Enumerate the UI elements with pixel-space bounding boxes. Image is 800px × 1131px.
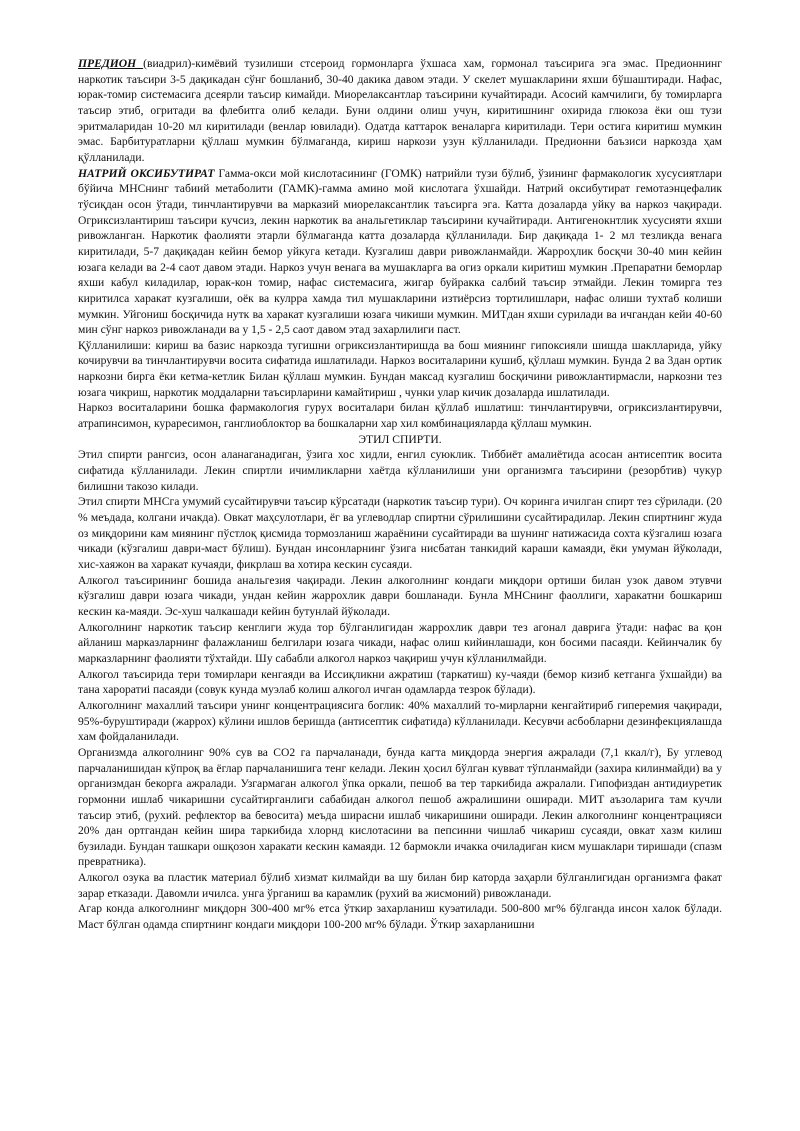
paragraph-alcohol-metabolism: Организмда алкоголнинг 90% сув ва СО2 га парчаланади, бунда кагта миқдорда энергия ажралади (7,1 ккал/г), Бу углевод парчаланишидан кўпроқ ва ёглар парчаланишига тенг келади. Лекин ҳосил бўлган кувват тўпланмайди (захира килинмайди) ва у организмдан бекорга ажралади. Узгармаган алкогол ўпка оркали, пешоб ва тер таркибида ажралали. Гипофиздан антидиуретик гормонни ишлаб чикаришни сусайтирганлиги сабабидан алкогол пешоб ажралишини оширади. МИТ аъзоларига там кучли таъсир этиб, (рухий. рефлектор ва бевосита) меъда ширасни ишлаб чикаришини оширади. Лекин алкоголнинг концентрацияси 20% дан ортгандан кейин шира таркибида хлорнд кислотасини ва пепсинни чишлаб чикариш сусаяди, овкат хазм килиш бузилади. Бундан ташкари ошқозон харакати кескин камаяди. 12 бармокли ичакка очиладиган кисм мушаклари тиришади (спазм превратника). (78, 745, 722, 869)
paragraph-alcohol-analgesia: Алкогол таъсирининг бошида анальгезия чақиради. Лекин алкоголнинг кондаги миқдори ортиши билан узок давом этувчи кўзгалиш даври юзага чикади, ундан кейин жаррохлик даври бошланади. Бунла МНСнинг фаоллиги, харакатни бошкариш кескин ка-маяди. Эс-хуш чалкашади кейин бутунлай йўколади. (78, 573, 722, 618)
paragraph-alcohol-harm: Алкогол озука ва пластик материал бўлиб хизмат килмайди ва шу билан бир каторда заҳарли бўлганлигидан организмга факат зарар етказади. Давомли ичилса. унга ўрганиш ва карамлик (рухий ва жисмоний) ривожланади. (78, 871, 722, 900)
paragraph-alcohol-poisoning: Агар конда алкоголнинг миқдорн 300-400 мг% етса ўткир захарланиш куэатилади. 500-800 мг% бўлганда инсон халок бўлади. Маст бўлган одамда спиртнинг кондаги миқдори 100-200 мг% бўлади. Ўткир захарланишни (78, 902, 722, 932)
paragraph-combinations: Наркоз воситаларини бошка фармакология гурух воситалари билан қўллаб ишлатиш: тинчлантирувчи, огриксизлантирувчи, атрапинсимон, кураресимон, ганглиоблоктор ва бошкаларни хар хил комбинацияларда қўллаш мумкин. (78, 401, 722, 431)
paragraph-ethyl-cns: Этил спирти МНСга умумий сусайтирувчи таъсир кўрсатади (наркотик таъсир тури). Оч коринга ичилган спирт тез сўрилади. (20 % меъдада, колгани ичакда). Овкат маҳсулотлари, ёг ва углеводлар спиртни сўрилишини сусайтирадилар. Лекин спиртнинг жуда оз миқдорини кам миянинг пўстлоқ қисмида тормозланиш жараёнини сусайтиради ва шунинг натижасида сохта кўзгалиш юзага чикади (кўзгалиш даври-маст бўлиш). Бундан инсонларнинг ўзига нисбатан танкидий караши камаяди, ёки умуман йўколади, хис-хаяжон ва харакат кучаяди, фикрлаш ва хотира кескин сусаяди. (78, 495, 722, 571)
term-predion: ПРЕДИОН (78, 57, 144, 70)
paragraph-text: (виадрил)-кимёвий тузилиши стсероид гормонларга ўхшаса хам, гормонал таъсирига эга эмас. Предионнинг наркотик таъсири 3-5 дақикадан сўнг бошланиб, 30-40 дакика давом этади. У скелет мушакларини яхши бўшаштиради. Нафас, юрак-томир системасига дсеярли таъсир кимайди. Миорелаксантлар таъсирини кучайтиради. Асосий камчилиги, бу томирларга таъсир этиб, огритади ва флебитга олиб келади. Буни олдини олиш учун, киритишнинг охирида глюкоза ёки ош тузи эритмаларидан 10-20 мл киритилади (венлар ювилади). Одатда каттарок веналарга киритилади. Тери остига киритиш мумкин эмас. Барбитуратларни қўллаш мумкин бўлмаганда, кириш наркози узун кўлланилади. Предионни баъзиси наркозда ҳам қўлланилади. (78, 57, 722, 164)
paragraph-alcohol-vessels: Алкогол таъсирида тери томирлари кенгаяди ва Иссиқликни ажратиш (таркатиш) ку-чаяди (бемор кизиб кетганга ўхшайди) ва тана хароратиi пасаяди (совук кунда муэлаб колиш алкогол ичган одамларда тезрок бўлади). (78, 667, 722, 697)
paragraph-text: Гамма-окси мой кислотасининг (ГОМК) натрийли тузи бўлиб, ўзининг фармакологик хусусиятлари бўйича МНСнинг табиий метаболити (ГАМК)-гамма амино мой кислотага ўхшайди. Натрий оксибутират гемотаэнцефалик тўсиқдан осон ўтади, тинчлантирувчи ва марказий миорелаксантлик таъсирга эга. Катта дозаларда уйку ва наркоз чақиради. Огриксизлантириш таъсири кучсиз, лекин наркотик ва анальгетиклар таъсирини кучайтиради. Антигенокнтлик хусусияти яхши ривожланган. Наркотик фаолияти этарли бўлмаганда катта дозаларда қўлланилади. Бир дақиқада 1- 2 мл тезликда венага киритилади, 5-7 дақиқадан кейин бемор уйкуга кетади. Кузгалиш даври ривожланмайди. Жарроҳлик босқчи 30-40 мин кейин юзага келади ва 2-4 саот давом этади. Наркоз учун венага ва мушакларга ва огиз оркали киритиш мумкин .Препаратни беморлар яхши кабул киладилар, юрак-кон томир, нафас системасига, жигар буйракка салбий таъсир этмайди. Лекин томирга тез киритилса харакат кузгалиши, оёк ва кулрра хамда тил мушакларини изтиёрсиз тортилишлари, нафас олиши тухтаб колиши мумкин. Уйгониш босқичида нутк ва харакат кузгалиши юзага чикиши мумкин. МИТдан яхши сурилади ва ичгандан кейи 40-60 мин сўнг наркоз ривожланади ва у 1,5 - 2,5 саот давом этад захарлилиги паст. (78, 166, 722, 337)
term-natriy-oksibutirat: НАТРИЙ ОКСИБУТИРАТ (78, 166, 215, 180)
paragraph-natriy-oksibutirat (78, 166, 722, 338)
paragraph-alcohol-local: Алкоголнинг махаллий таъсири унинг концентрациясига боглик: 40% махаллий то-мирларни кенгайтириб гиперемия чақиради, 95%-буруштиради (жаррох) кўлини ишлов беришда (антисептик сифатида) кўлланилади. Кесувчи асбобларни дезинфекциялашда хам фойдаланилади. (78, 698, 722, 744)
paragraph-usage: Қўлланилиши: кириш ва базис наркозда тугишни огриксизлантиришда ва бош миянинг гипоксияли шишда шаклларида, уйку кочирувчи ва тинчлантирувчи восита сифатида ишлатилади. Наркоз воситаларини кушиб, қўллаш мумкин. Бунда 2 ва 3дан ортик наркозни бирга ёки кетма-кетлик Билан қўллаш мумкин. Бундан максад кузгалиш босқичини ривожлантирмасли, наркозни тез юзага чикриш, наркотик моддаларни таъсирларини камайтириш , чунки улар кичик дозаларда ишлатилади. (78, 338, 722, 399)
paragraph-alcohol-narcotic-width: Алкоголнинг наркотик таъсир кенглиги жуда тор бўлганлигидан жаррохлик даври тез агонал даврига ўтади: нафас ва қон айланиш марказларнинг фалажланиш белгилари юзага чикади, нафас олиш кийинлашади, кон босими пасаяди. Кейинчалик бу марказларнинг фаолияти тўхтайди. Шу сабабли алкогол наркоз чақириш учун кўлланилмайди. (78, 620, 722, 665)
section-heading-ethyl-alcohol: ЭТИЛ СПИРТИ. (358, 432, 442, 446)
paragraph-ethyl-intro: Этил спирти рангсиз, осон аланаганадиган, ўзига хос хидли, енгил суюклик. Тиббиёт амалиётида асосан антисептик восита сифатида кўлланилади. Лекин спиртли ичимликларни хаётда кўлланилиши уни организмга таъсирини (резорбтив) чукур билишни такозо килади. (78, 448, 722, 493)
paragraph-predion (78, 56, 722, 166)
